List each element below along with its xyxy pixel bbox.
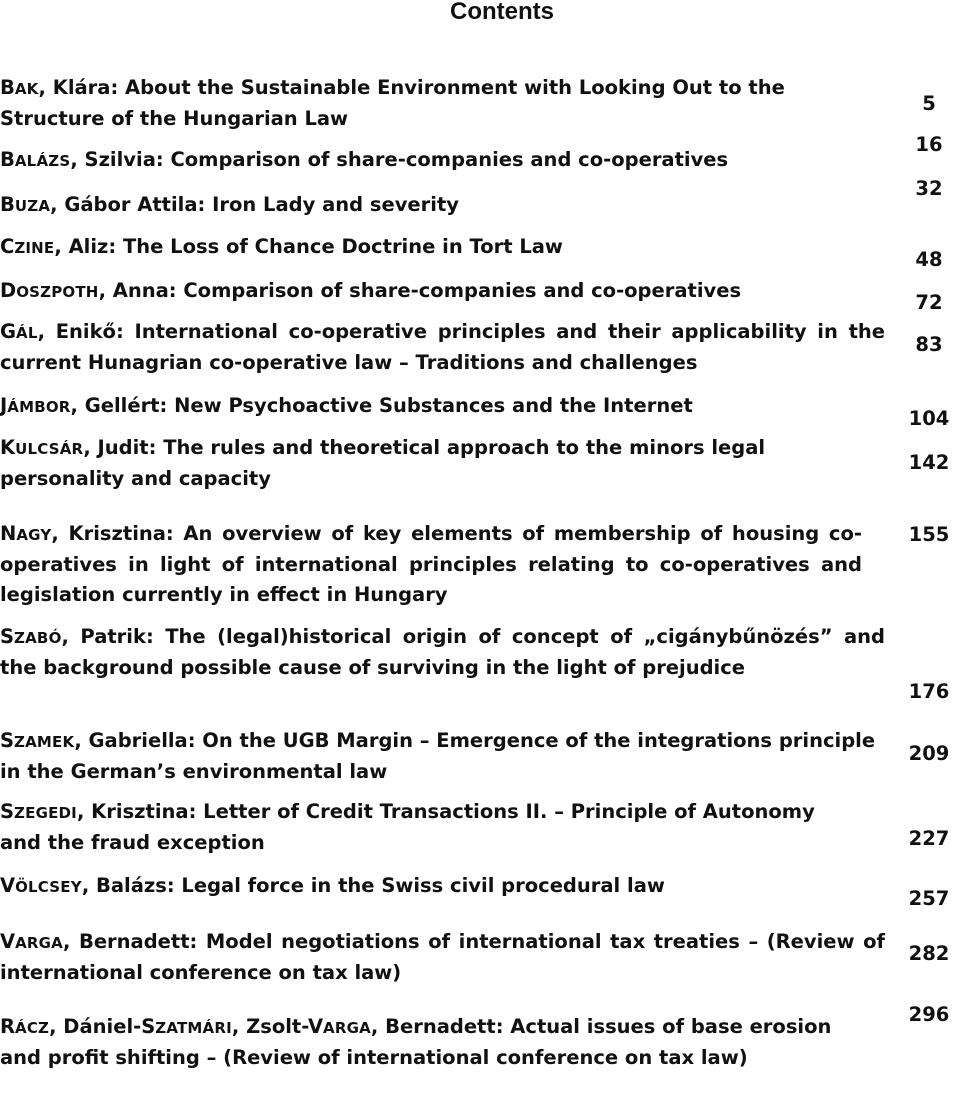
entry-title: : Actual issues of base erosion and profit shifting – (Review of international conference on tax law) (0, 1015, 832, 1069)
page-title: Contents (450, 0, 554, 25)
toc-entry[interactable] (0, 622, 885, 683)
toc-entry[interactable] (0, 73, 885, 134)
page-number: 296 (908, 1003, 950, 1026)
toc-entry[interactable] (0, 433, 872, 494)
entry-title: : The Loss of Chance Doctrine in Tort Law (108, 235, 563, 258)
page-number: 5 (922, 92, 936, 115)
page-number: 155 (908, 523, 950, 546)
toc-entry[interactable] (0, 519, 862, 610)
entry-title: : An overview of key elements of membership of housing co-operatives in light of international principles relating to co-operatives and legislation currently in effect in Hungary (0, 522, 862, 606)
toc-entry[interactable] (0, 797, 830, 858)
toc-entry[interactable] (0, 391, 885, 422)
page-number: 209 (908, 742, 950, 765)
author-name: BUZA, Gábor Attila (0, 193, 198, 216)
entry-title: : Comparison of share-companies and co-operatives (168, 279, 742, 302)
author-name: SZABÓ, Patrik (0, 625, 146, 648)
toc-entry[interactable] (0, 927, 885, 988)
page-number: 72 (915, 291, 943, 314)
author-name: BALÁZS, Szilvia (0, 148, 156, 171)
author-name: DOSZPOTH, Anna (0, 279, 169, 302)
author-name: CZINE, Aliz (0, 235, 109, 258)
toc-entry[interactable] (0, 190, 885, 221)
author-name: NAGY, Krisztina (0, 522, 166, 545)
entry-title: : About the Sustainable Environment with Looking Out to the Structure of the Hungarian Law (0, 76, 785, 130)
toc-entry[interactable] (0, 145, 885, 176)
entry-title: : On the UGB Margin – Emergence of the integrations principle in the German’s environmental law (0, 729, 876, 783)
entry-title: : Comparison of share-companies and co-operatives (155, 148, 729, 171)
entry-title: : Legal force in the Swiss civil procedural law (166, 874, 665, 897)
author-name: SZAMEK, Gabriella (0, 729, 188, 752)
page-number: 227 (908, 827, 950, 850)
author-name: JÁMBOR, Gellért (0, 394, 160, 417)
page-number: 32 (915, 177, 943, 200)
entry-title: : New Psychoactive Substances and the Internet (159, 394, 693, 417)
entry-title: : The rules and theoretical approach to the minors legal personality and capacity (0, 436, 766, 490)
page-number: 282 (908, 942, 950, 965)
entry-title: : Letter of Credit Transactions II. – Principle of Autonomy and the fraud exception (0, 800, 815, 854)
toc-entry[interactable] (0, 276, 885, 307)
author-name: VARGA, Bernadett (0, 930, 190, 953)
author-name: VÖLCSEY, Balázs (0, 874, 167, 897)
toc-entry[interactable] (0, 871, 885, 902)
page-number: 16 (915, 133, 943, 156)
entry-title: : Iron Lady and severity (197, 193, 459, 216)
entry-title: : Model negotiations of international tax treaties – (Review of international conference on tax law) (0, 930, 885, 984)
author-name: KULCSÁR, Judit (0, 436, 149, 459)
author-name: RÁCZ, Dániel-SZATMÁRI, Zsolt-VARGA, Bernadett (0, 1015, 496, 1038)
page-number: 257 (908, 887, 950, 910)
page-number: 83 (915, 333, 943, 356)
page-number: 48 (915, 248, 943, 271)
toc-entry[interactable] (0, 232, 885, 263)
author-name: GÁL, Enikő (0, 320, 116, 343)
entry-title: : International co-operative principles and their applicability in the current Hunagrian co-operative law – Traditions and challenges (0, 320, 886, 374)
author-name: SZEGEDI, Krisztina (0, 800, 189, 823)
author-name: BAK, Klára (0, 76, 111, 99)
page-number: 142 (908, 451, 950, 474)
page-number: 176 (908, 680, 950, 703)
toc-entry[interactable] (0, 726, 885, 787)
page-number: 104 (908, 407, 950, 430)
entry-title: : The (legal)historical origin of concept of „cigánybűnözés” and the background possible cause of surviving in the light of prejudice (0, 625, 885, 679)
toc-entry[interactable] (0, 1012, 865, 1073)
toc-entry[interactable] (0, 317, 885, 378)
